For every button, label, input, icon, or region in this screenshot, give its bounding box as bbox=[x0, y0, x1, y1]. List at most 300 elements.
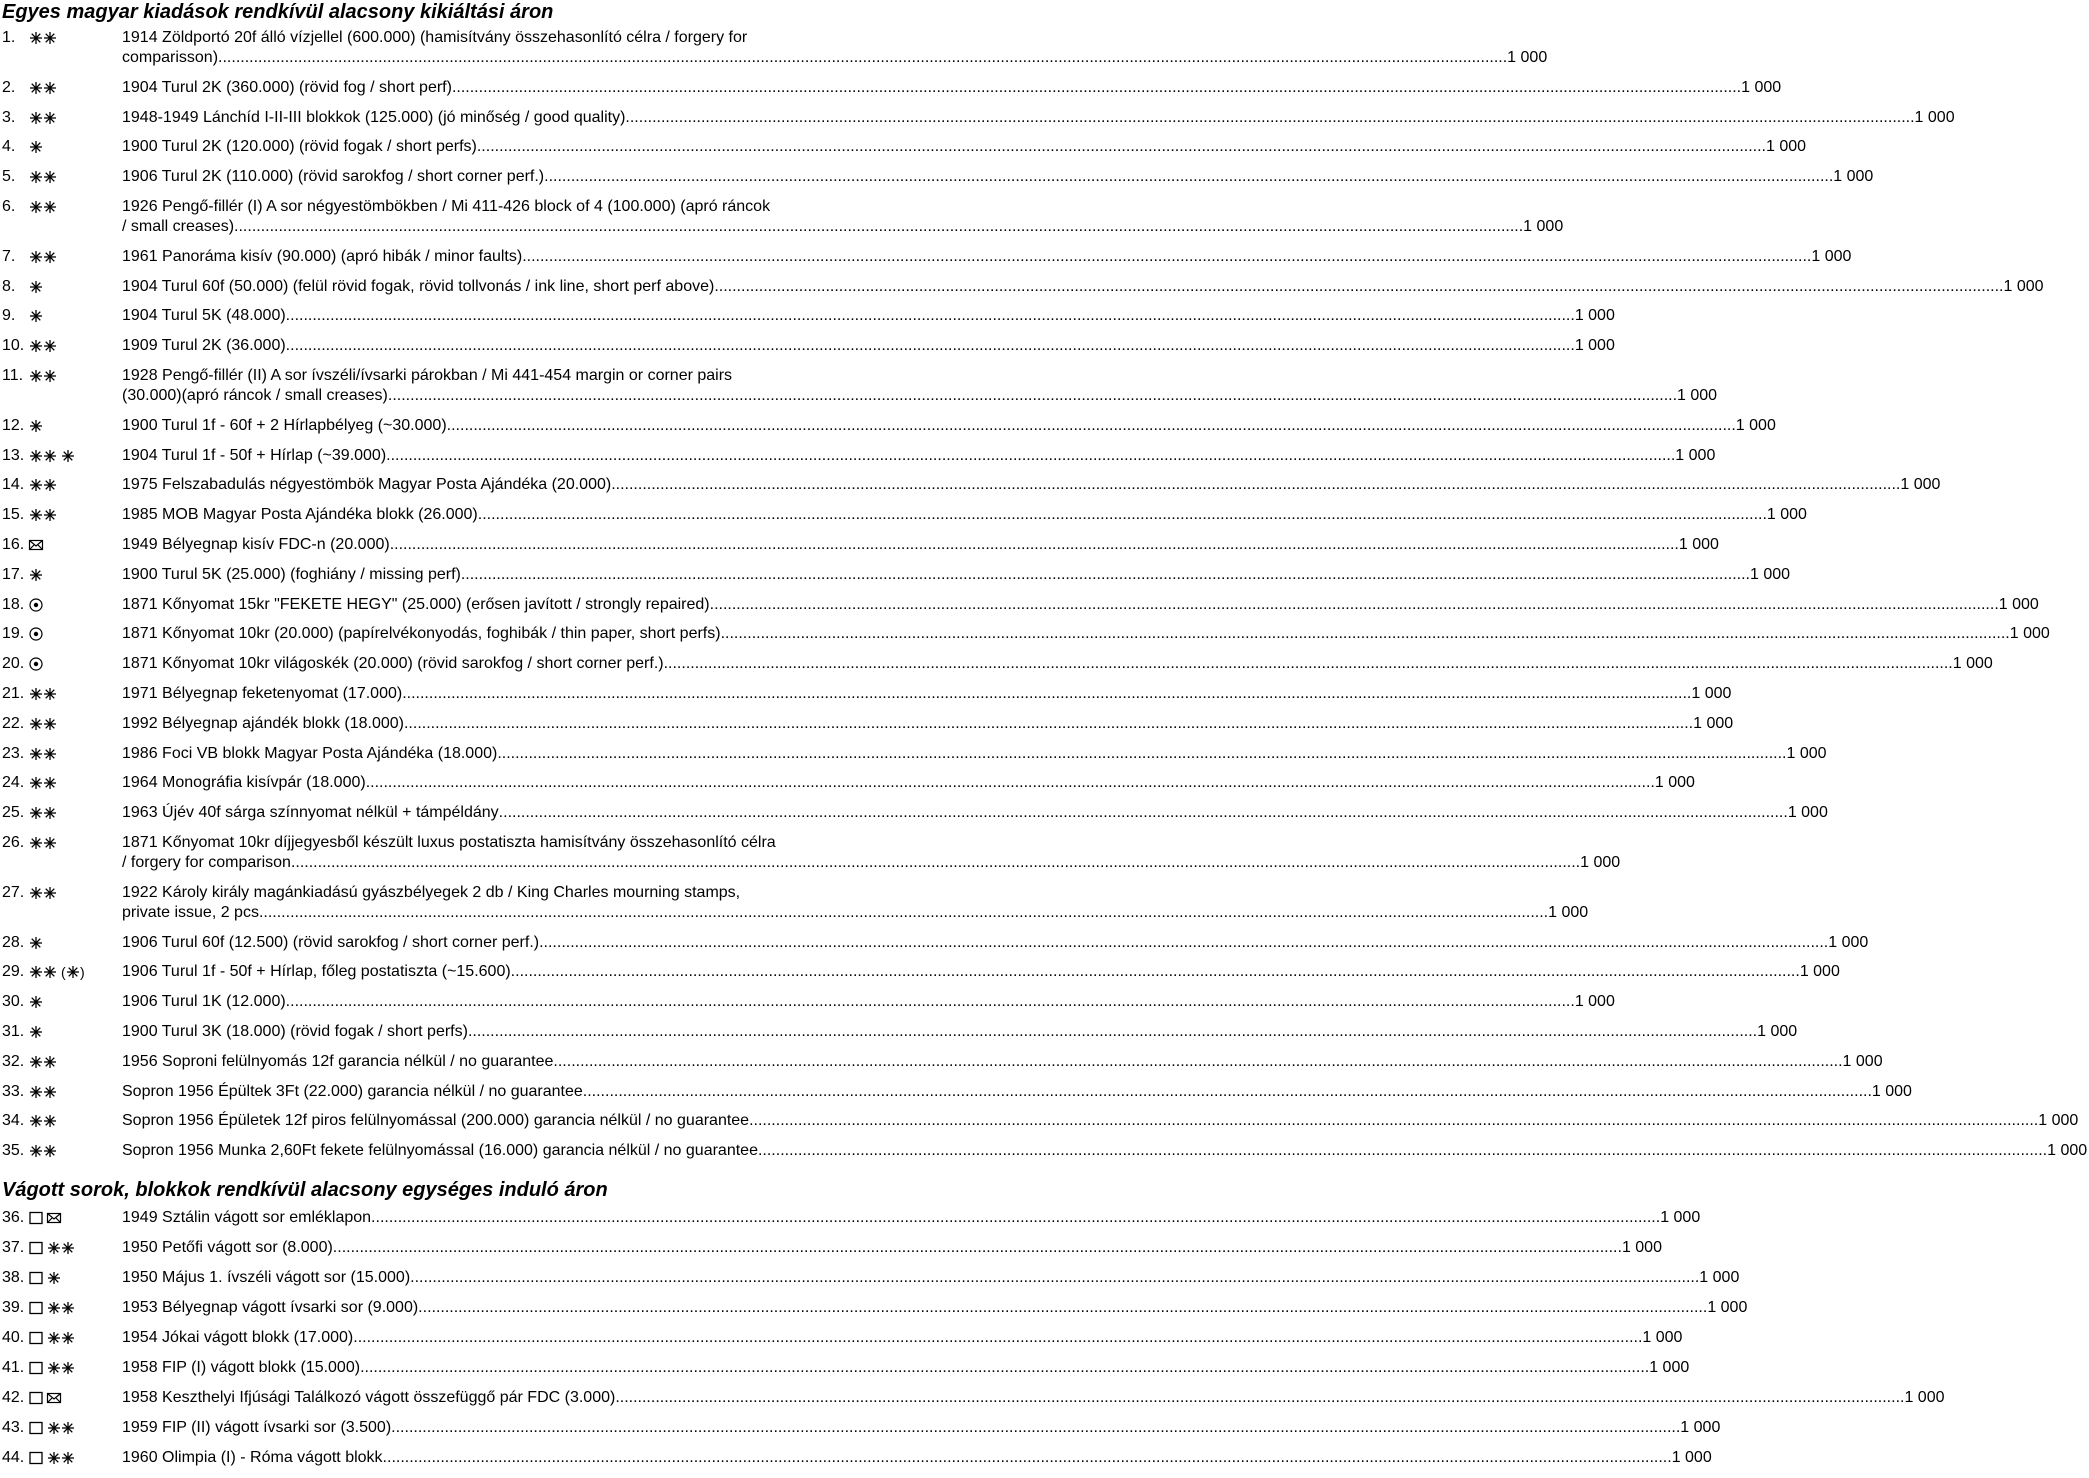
lot-description bbox=[122, 1268, 1741, 1288]
dot-leader bbox=[259, 903, 1548, 923]
condition-symbols bbox=[28, 595, 122, 615]
lot-number: 41. bbox=[2, 1359, 25, 1376]
lot-description bbox=[122, 1111, 2080, 1131]
lot-number: 3. bbox=[2, 108, 16, 126]
mint-never-hinged-icon bbox=[28, 477, 58, 493]
dot-leader bbox=[391, 1418, 1680, 1438]
condition-symbols bbox=[28, 137, 122, 157]
lot-description bbox=[122, 1238, 1664, 1258]
condition-symbols bbox=[28, 366, 122, 386]
condition-symbols bbox=[28, 1328, 122, 1348]
mint-never-hinged-icon bbox=[28, 716, 58, 732]
description-text: 1900 Turul 2K (120.000) (rövid fogak / short perfs) bbox=[122, 138, 477, 156]
dot-leader bbox=[371, 1208, 1660, 1228]
lot-number: 18. bbox=[2, 595, 25, 613]
description-text: 1949 Bélyegnap kisív FDC-n (20.000) bbox=[122, 535, 390, 553]
dot-leader bbox=[497, 744, 1786, 764]
condition-symbols bbox=[28, 1082, 122, 1102]
starting-price: 1 000 bbox=[1677, 386, 1718, 404]
lot-number: 11. bbox=[2, 366, 24, 384]
lot-description bbox=[122, 167, 1875, 187]
imperforate-icon bbox=[28, 1360, 44, 1376]
starting-price: 1 000 bbox=[1642, 1329, 1683, 1346]
description-text: 1871 Kőnyomat 15kr "FEKETE HEGY" (25.000) (erősen javított / strongly repaired) bbox=[122, 595, 710, 613]
starting-price: 1 000 bbox=[1654, 774, 1695, 792]
lot-description bbox=[122, 336, 1617, 356]
lot-description bbox=[122, 684, 1733, 704]
starting-price: 1 000 bbox=[1580, 853, 1621, 871]
lot-number: 1. bbox=[2, 29, 16, 46]
starting-price: 1 000 bbox=[1675, 446, 1716, 464]
starting-price: 1 000 bbox=[1574, 337, 1615, 355]
lot-row bbox=[0, 565, 1791, 585]
imperforate-icon bbox=[28, 1210, 44, 1226]
description-text: 1900 Turul 1f - 60f + 2 Hírlapbélyeg (~30.000) bbox=[122, 416, 447, 434]
starting-price: 1 000 bbox=[1998, 595, 2039, 613]
lot-description bbox=[122, 366, 1719, 406]
condition-symbols bbox=[28, 1208, 122, 1228]
dot-leader bbox=[353, 1328, 1642, 1348]
lot-number: 36. bbox=[2, 1209, 25, 1226]
description-text: 1985 MOB Magyar Posta Ajándéka blokk (26.000) bbox=[122, 506, 478, 524]
dot-leader bbox=[402, 684, 1691, 704]
description-text: private issue, 2 pcs bbox=[122, 903, 259, 921]
dot-leader bbox=[461, 565, 1750, 585]
lot-description bbox=[122, 803, 1830, 823]
condition-symbols bbox=[28, 933, 122, 953]
lot-number: 43. bbox=[2, 1419, 25, 1436]
lot-number: 26. bbox=[2, 833, 25, 851]
mint-never-hinged-icon bbox=[28, 885, 58, 901]
lot-description bbox=[122, 416, 1778, 436]
lot-number: 44. bbox=[2, 1449, 25, 1466]
description-text: Sopron 1956 Épületek 12f piros felülnyomással (200.000) garancia nélkül / no guarantee bbox=[122, 1112, 750, 1130]
starting-price: 1 000 bbox=[1741, 78, 1782, 96]
starting-price: 1 000 bbox=[1842, 1052, 1883, 1070]
starting-price: 1 000 bbox=[1574, 993, 1615, 1011]
mint-hinged-icon bbox=[46, 1270, 62, 1286]
condition-symbols bbox=[28, 247, 122, 267]
condition-symbols bbox=[28, 565, 122, 585]
description-text: 1900 Turul 5K (25.000) (foghiány / missing perf) bbox=[122, 565, 461, 583]
starting-price: 1 000 bbox=[1699, 1269, 1740, 1286]
dot-leader bbox=[749, 1111, 2038, 1131]
lot-number: 2. bbox=[2, 78, 16, 96]
lot-row bbox=[0, 1111, 2079, 1131]
lot-description bbox=[122, 446, 1717, 466]
lot-number: 13. bbox=[2, 446, 25, 464]
mint-never-hinged-icon bbox=[46, 1420, 76, 1436]
description-text: 1871 Kőnyomat 10kr díjjegyesből készült luxus postatiszta hamisítvány összehasonlító célra bbox=[122, 833, 776, 851]
starting-price: 1 000 bbox=[1749, 565, 1791, 583]
imperforate-icon bbox=[28, 1300, 44, 1316]
mint-never-hinged-icon bbox=[28, 249, 58, 265]
lot-row bbox=[0, 1052, 1883, 1072]
lot-row bbox=[0, 475, 1941, 495]
description-text: 1904 Turul 1f - 50f + Hírlap (~39.000) bbox=[122, 446, 387, 464]
imperforate-list bbox=[0, 1208, 1945, 1478]
description-text: 1958 Keszthelyi Ifjúsági Találkozó vágott összefüggő pár FDC (3.000) bbox=[122, 1389, 616, 1406]
lot-row bbox=[0, 446, 1716, 466]
description-text: 1906 Turul 1K (12.000) bbox=[122, 993, 286, 1011]
lot-number: 35. bbox=[2, 1142, 25, 1160]
lot-description bbox=[122, 883, 1590, 923]
lot-row bbox=[0, 962, 1840, 982]
starting-price: 1 000 bbox=[1660, 1209, 1701, 1226]
starting-price: 1 000 bbox=[1574, 307, 1615, 325]
starting-price: 1 000 bbox=[1766, 506, 1807, 524]
description-text: 1928 Pengő-fillér (II) A sor ívszéli/ívsarki párokban / Mi 441-454 margin or corner pairs bbox=[122, 366, 733, 384]
lot-row bbox=[0, 595, 2039, 615]
description-text: 1950 Petőfi vágott sor (8.000) bbox=[122, 1239, 333, 1256]
description-text: 1964 Monográfia kisívpár (18.000) bbox=[122, 774, 366, 792]
condition-symbols bbox=[28, 1141, 122, 1161]
lot-row bbox=[0, 505, 1807, 525]
lot-number: 28. bbox=[2, 933, 25, 951]
imperforate-icon bbox=[28, 1450, 44, 1466]
mint-never-hinged-icon bbox=[28, 835, 58, 851]
lot-row bbox=[0, 336, 1615, 356]
dot-leader bbox=[522, 247, 1811, 267]
starting-price: 1 000 bbox=[1507, 49, 1548, 66]
mint-never-hinged-icon bbox=[28, 1113, 58, 1129]
mint-never-hinged-icon bbox=[28, 1084, 58, 1100]
mint-never-hinged-icon bbox=[46, 1240, 76, 1256]
lot-number: 38. bbox=[2, 1269, 25, 1286]
description-text: / small creases) bbox=[122, 217, 235, 235]
mint-hinged-icon bbox=[28, 567, 44, 583]
lot-number: 27. bbox=[2, 883, 25, 901]
dot-leader bbox=[286, 992, 1575, 1012]
lot-number: 9. bbox=[2, 307, 16, 325]
lot-number: 31. bbox=[2, 1022, 25, 1040]
description-text: 1900 Turul 3K (18.000) (rövid fogak / short perfs) bbox=[122, 1022, 468, 1040]
imperforate-icon bbox=[28, 1330, 44, 1346]
condition-symbols bbox=[28, 167, 122, 187]
lot-row bbox=[0, 167, 1874, 187]
lot-description bbox=[122, 1208, 1702, 1228]
starting-price: 1 000 bbox=[1548, 903, 1589, 921]
starting-price: 1 000 bbox=[2009, 625, 2050, 643]
lot-row bbox=[0, 306, 1615, 326]
lot-description bbox=[122, 962, 1842, 982]
mint-never-hinged-icon bbox=[46, 1450, 76, 1466]
mint-never-hinged-icon bbox=[28, 110, 58, 126]
starting-price: 1 000 bbox=[1671, 1449, 1712, 1466]
lot-row bbox=[0, 247, 1852, 267]
condition-symbols bbox=[28, 1298, 122, 1318]
dot-leader bbox=[758, 1141, 2047, 1161]
description-text: 1906 Turul 1f - 50f + Hírlap, főleg postatiszta (~15.600) bbox=[122, 963, 511, 981]
dot-leader bbox=[234, 217, 1523, 237]
starting-price: 1 000 bbox=[1621, 1239, 1662, 1256]
description-text: / forgery for comparison bbox=[122, 853, 291, 871]
condition-symbols bbox=[28, 773, 122, 793]
dot-leader bbox=[710, 595, 1999, 615]
dot-leader bbox=[404, 714, 1693, 734]
dot-leader bbox=[388, 386, 1677, 406]
lot-number: 42. bbox=[2, 1389, 25, 1406]
starting-price: 1 000 bbox=[1680, 1419, 1721, 1436]
condition-symbols bbox=[28, 505, 122, 525]
description-text: 1950 Május 1. ívszéli vágott sor (15.000) bbox=[122, 1269, 411, 1286]
condition-symbols bbox=[28, 684, 122, 704]
condition-symbols bbox=[28, 28, 122, 48]
lot-row bbox=[0, 1448, 1712, 1468]
lot-description bbox=[122, 565, 1792, 585]
condition-symbols bbox=[28, 535, 122, 555]
lot-row bbox=[0, 654, 1993, 674]
dot-leader bbox=[386, 446, 1675, 466]
lot-description bbox=[122, 714, 1735, 734]
description-text: 1909 Turul 2K (36.000) bbox=[122, 337, 286, 355]
dot-leader bbox=[333, 1238, 1622, 1258]
lot-row bbox=[0, 1328, 1683, 1348]
condition-symbols bbox=[28, 336, 122, 356]
lot-description bbox=[122, 1418, 1722, 1438]
condition-symbols bbox=[28, 1022, 122, 1042]
lot-description bbox=[122, 654, 1995, 674]
mint-hinged-icon bbox=[28, 279, 44, 295]
lot-number: 34. bbox=[2, 1112, 25, 1130]
lot-description bbox=[122, 992, 1617, 1012]
lot-number: 22. bbox=[2, 714, 25, 732]
mint-hinged-icon bbox=[28, 139, 44, 155]
lot-description bbox=[122, 1358, 1691, 1378]
lot-number: 23. bbox=[2, 744, 25, 762]
lot-row bbox=[0, 744, 1827, 764]
lot-row bbox=[0, 1298, 1748, 1318]
lot-row bbox=[0, 624, 2050, 644]
lot-number: 7. bbox=[2, 247, 16, 265]
condition-symbols bbox=[28, 1358, 122, 1378]
mint-never-hinged-icon bbox=[28, 805, 58, 821]
lot-number: 4. bbox=[2, 138, 16, 156]
description-text: 1953 Bélyegnap vágott ívsarki sor (9.000) bbox=[122, 1299, 419, 1316]
dot-leader bbox=[291, 853, 1580, 873]
condition-symbols bbox=[28, 1268, 122, 1288]
starting-price: 1 000 bbox=[1904, 1389, 1945, 1406]
mint-never-hinged-icon bbox=[28, 448, 58, 464]
starting-price: 1 000 bbox=[1811, 247, 1852, 265]
description-text: 1949 Sztálin vágott sor emléklapon bbox=[122, 1209, 372, 1226]
mint-never-hinged-icon bbox=[28, 338, 58, 354]
dot-leader bbox=[714, 277, 2003, 297]
description-text: 1971 Bélyegnap feketenyomat (17.000) bbox=[122, 684, 403, 702]
description-text: 1963 Újév 40f sárga színnyomat nélkül + támpéldány bbox=[122, 804, 499, 822]
condition-symbols bbox=[28, 714, 122, 734]
cover-envelope-icon bbox=[46, 1210, 62, 1226]
lot-number: 24. bbox=[2, 774, 25, 792]
dot-leader bbox=[286, 306, 1575, 326]
condition-symbols bbox=[28, 883, 122, 903]
dot-leader bbox=[615, 1388, 1904, 1408]
imperforate-icon bbox=[28, 1240, 44, 1256]
condition-symbols bbox=[28, 833, 122, 853]
description-text: 1871 Kőnyomat 10kr (20.000) (papírelvékonyodás, foghibák / thin paper, short perfs) bbox=[122, 625, 721, 643]
lot-number: 5. bbox=[2, 168, 16, 186]
lot-description bbox=[122, 1388, 1947, 1408]
dot-leader bbox=[721, 624, 2010, 644]
lot-row bbox=[0, 992, 1615, 1012]
lot-row bbox=[0, 277, 2044, 297]
description-text: 1961 Panoráma kisív (90.000) (apró hibák / minor faults) bbox=[122, 247, 523, 265]
starting-price: 1 000 bbox=[1787, 804, 1828, 822]
condition-symbols bbox=[28, 197, 122, 217]
lot-row bbox=[0, 833, 1621, 873]
condition-symbols bbox=[28, 416, 122, 436]
description-text: 1904 Turul 2K (360.000) (rövid fog / short perf) bbox=[122, 78, 452, 96]
starting-price: 1 000 bbox=[1693, 714, 1734, 732]
dot-leader bbox=[218, 48, 1507, 68]
description-text: Sopron 1956 Munka 2,60Ft fekete felülnyomással (16.000) garancia nélkül / no guarantee bbox=[122, 1142, 758, 1160]
cover-envelope-icon bbox=[28, 537, 44, 553]
lot-row bbox=[0, 1141, 2088, 1161]
section-title-imperforate: Vágott sorok, blokkok rendkívül alacsony egységes induló áron bbox=[2, 1179, 608, 1201]
mint-never-hinged-icon bbox=[28, 775, 58, 791]
lot-number: 32. bbox=[2, 1052, 25, 1070]
lot-description bbox=[122, 475, 1942, 495]
condition-symbols bbox=[28, 1238, 122, 1258]
lot-description bbox=[122, 535, 1721, 555]
description-text: (30.000)(apró ráncok / small creases) bbox=[122, 386, 388, 404]
cover-envelope-icon bbox=[46, 1390, 62, 1406]
lot-row bbox=[0, 416, 1776, 436]
starting-price: 1 000 bbox=[1523, 217, 1564, 235]
starting-price: 1 000 bbox=[1707, 1299, 1748, 1316]
condition-symbols bbox=[28, 108, 122, 128]
description-text: Sopron 1956 Épültek 3Ft (22.000) garancia nélkül / no guarantee bbox=[122, 1082, 583, 1100]
lot-description bbox=[122, 505, 1809, 525]
single-issues-list bbox=[0, 28, 2088, 1171]
condition-symbols bbox=[28, 306, 122, 326]
dot-leader bbox=[625, 108, 1914, 128]
lot-description bbox=[122, 744, 1829, 764]
starting-price: 1 000 bbox=[1914, 108, 1955, 126]
lot-description bbox=[122, 595, 2041, 615]
mint-never-hinged-icon bbox=[28, 507, 58, 523]
description-text: 1871 Kőnyomat 10kr világoskék (20.000) (rövid sarokfog / short corner perf.) bbox=[122, 655, 664, 673]
description-text: 1904 Turul 5K (48.000) bbox=[122, 307, 286, 325]
dot-leader bbox=[478, 505, 1767, 525]
mint-never-hinged-icon bbox=[28, 80, 58, 96]
mint-partial-icon bbox=[60, 964, 86, 980]
starting-price: 1 000 bbox=[1757, 1022, 1798, 1040]
mint-hinged-icon bbox=[60, 448, 76, 464]
mint-hinged-icon bbox=[28, 308, 44, 324]
starting-price: 1 000 bbox=[1735, 416, 1776, 434]
starting-price: 1 000 bbox=[1649, 1359, 1690, 1376]
lot-row bbox=[0, 933, 1869, 953]
lot-row bbox=[0, 883, 1589, 923]
dot-leader bbox=[390, 535, 1679, 555]
mint-never-hinged-icon bbox=[28, 1143, 58, 1159]
lot-row bbox=[0, 773, 1695, 793]
dot-leader bbox=[477, 137, 1766, 157]
lot-row bbox=[0, 1208, 1701, 1228]
lot-row bbox=[0, 197, 1564, 237]
mint-hinged-icon bbox=[28, 935, 44, 951]
dot-leader bbox=[286, 336, 1575, 356]
lot-description bbox=[122, 1052, 1885, 1072]
lot-number: 20. bbox=[2, 655, 25, 673]
lot-row bbox=[0, 1238, 1662, 1258]
lot-number: 33. bbox=[2, 1082, 25, 1100]
dot-leader bbox=[410, 1268, 1699, 1288]
lot-description bbox=[122, 28, 1549, 68]
lot-number: 39. bbox=[2, 1299, 25, 1316]
mint-never-hinged-icon bbox=[28, 686, 58, 702]
starting-price: 1 000 bbox=[2047, 1142, 2088, 1160]
condition-symbols bbox=[28, 277, 122, 297]
lot-row bbox=[0, 684, 1732, 704]
description-text: 1960 Olimpia (I) - Róma vágott blokk bbox=[122, 1449, 383, 1466]
starting-price: 1 000 bbox=[1678, 535, 1719, 553]
condition-symbols bbox=[28, 1418, 122, 1438]
condition-symbols bbox=[28, 1111, 122, 1131]
lot-number: 17. bbox=[2, 565, 25, 583]
lot-description bbox=[122, 1082, 1914, 1102]
dot-leader bbox=[499, 803, 1788, 823]
condition-symbols bbox=[28, 962, 122, 982]
section-title-single-issues: Egyes magyar kiadások rendkívül alacsony kikiáltási áron bbox=[2, 1, 554, 23]
lot-row bbox=[0, 137, 1807, 157]
lot-number: 37. bbox=[2, 1239, 25, 1256]
lot-row bbox=[0, 535, 1719, 555]
condition-symbols bbox=[28, 744, 122, 764]
description-text: 1992 Bélyegnap ajándék blokk (18.000) bbox=[122, 714, 404, 732]
starting-price: 1 000 bbox=[1766, 138, 1807, 156]
lot-row bbox=[0, 1268, 1740, 1288]
description-text: 1959 FIP (II) vágott ívsarki sor (3.500) bbox=[122, 1419, 392, 1436]
lot-number: 29. bbox=[2, 963, 25, 981]
starting-price: 1 000 bbox=[1691, 684, 1732, 702]
lot-number: 15. bbox=[2, 506, 25, 524]
condition-symbols bbox=[28, 1448, 122, 1468]
dot-leader bbox=[383, 1448, 1672, 1468]
description-text: 1914 Zöldportó 20f álló vízjellel (600.000) (hamisítvány összehasonlító célra / forgery for bbox=[122, 29, 748, 46]
lot-row bbox=[0, 78, 1782, 98]
mint-never-hinged-icon bbox=[28, 30, 58, 46]
condition-symbols bbox=[28, 1052, 122, 1072]
condition-symbols bbox=[28, 1388, 122, 1408]
starting-price: 1 000 bbox=[2003, 277, 2044, 295]
mint-never-hinged-icon bbox=[28, 1054, 58, 1070]
lot-row bbox=[0, 1358, 1690, 1378]
lot-row bbox=[0, 108, 1955, 128]
starting-price: 1 000 bbox=[1900, 476, 1941, 494]
lot-row bbox=[0, 366, 1718, 406]
lot-description bbox=[122, 773, 1697, 793]
dot-leader bbox=[447, 416, 1736, 436]
lot-number: 14. bbox=[2, 476, 25, 494]
condition-symbols bbox=[28, 624, 122, 644]
dot-leader bbox=[553, 1052, 1842, 1072]
description-text: 1906 Turul 2K (110.000) (rövid sarokfog / short corner perf.) bbox=[122, 168, 545, 186]
mint-hinged-icon bbox=[28, 994, 44, 1010]
condition-symbols bbox=[28, 78, 122, 98]
svg-text:(: ( bbox=[61, 964, 66, 981]
mint-never-hinged-icon bbox=[46, 1330, 76, 1346]
dot-leader bbox=[664, 654, 1953, 674]
lot-number: 30. bbox=[2, 993, 25, 1011]
starting-price: 1 000 bbox=[1786, 744, 1827, 762]
lot-description bbox=[122, 137, 1808, 157]
mint-never-hinged-icon bbox=[28, 746, 58, 762]
dot-leader bbox=[360, 1358, 1649, 1378]
condition-symbols bbox=[28, 654, 122, 674]
mint-never-hinged-icon bbox=[28, 169, 58, 185]
